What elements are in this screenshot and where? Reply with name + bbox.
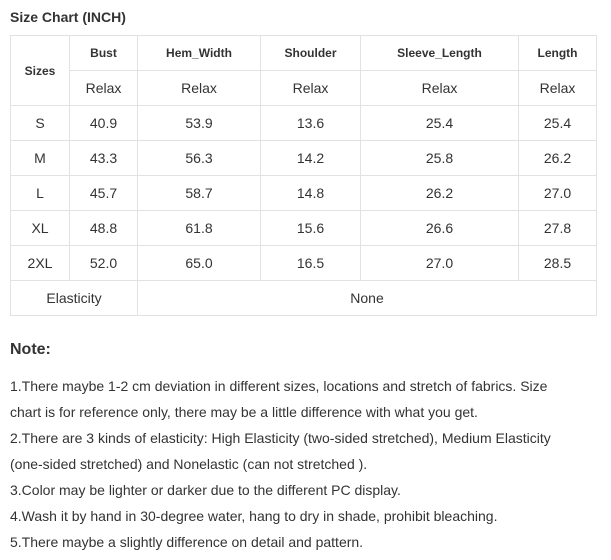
elasticity-label: Elasticity <box>11 281 138 316</box>
fit-cell: Relax <box>70 71 138 106</box>
sizes-header: Sizes <box>11 36 70 106</box>
table-cell: 27.8 <box>519 211 597 246</box>
fit-cell: Relax <box>261 71 361 106</box>
table-row <box>11 141 597 176</box>
table-cell: 40.9 <box>70 106 138 141</box>
table-cell: 26.6 <box>361 211 519 246</box>
fit-cell: Relax <box>138 71 261 106</box>
table-cell: 65.0 <box>138 246 261 281</box>
table-cell: 56.3 <box>138 141 261 176</box>
table-cell: 27.0 <box>519 176 597 211</box>
column-header-bust: Bust <box>70 36 138 71</box>
table-cell: 43.3 <box>70 141 138 176</box>
table-cell: 26.2 <box>519 141 597 176</box>
table-cell: 25.4 <box>361 106 519 141</box>
table-row <box>11 211 597 246</box>
note-list <box>10 373 600 555</box>
note-line: 5.There maybe a slightly difference on detail and pattern. <box>10 534 364 550</box>
size-label: 2XL <box>11 246 70 281</box>
table-cell: 14.2 <box>261 141 361 176</box>
note-line: (one-sided stretched) and Nonelastic (can not stretched ). <box>10 456 368 472</box>
column-header-length: Length <box>519 36 597 71</box>
fit-row <box>11 71 597 106</box>
table-cell: 28.5 <box>519 246 597 281</box>
elasticity-value: None <box>138 281 597 316</box>
table-cell: 61.8 <box>138 211 261 246</box>
size-label: S <box>11 106 70 141</box>
table-cell: 26.2 <box>361 176 519 211</box>
column-header-sleeve-length: Sleeve_Length <box>361 36 519 71</box>
table-cell: 14.8 <box>261 176 361 211</box>
table-row <box>11 246 597 281</box>
table-cell: 25.4 <box>519 106 597 141</box>
size-label: L <box>11 176 70 211</box>
note-line: 4.Wash it by hand in 30-degree water, hang to dry in shade, prohibit bleaching. <box>10 508 498 524</box>
table-row <box>11 106 597 141</box>
note-line: 3.Color may be lighter or darker due to the different PC display. <box>10 482 401 498</box>
size-chart-table <box>10 35 597 316</box>
fit-cell: Relax <box>361 71 519 106</box>
table-cell: 58.7 <box>138 176 261 211</box>
table-cell: 16.5 <box>261 246 361 281</box>
size-label: M <box>11 141 70 176</box>
fit-cell: Relax <box>519 71 597 106</box>
table-cell: 13.6 <box>261 106 361 141</box>
note-line: 1.There maybe 1-2 cm deviation in different sizes, locations and stretch of fabrics. Size <box>10 378 548 394</box>
table-cell: 48.8 <box>70 211 138 246</box>
column-header-hem-width: Hem_Width <box>138 36 261 71</box>
table-cell: 52.0 <box>70 246 138 281</box>
table-row <box>11 176 597 211</box>
table-cell: 27.0 <box>361 246 519 281</box>
column-header-shoulder: Shoulder <box>261 36 361 71</box>
note-line: chart is for reference only, there may be a little difference with what you get. <box>10 404 478 420</box>
table-cell: 25.8 <box>361 141 519 176</box>
table-cell: 15.6 <box>261 211 361 246</box>
header-row <box>11 36 597 71</box>
size-label: XL <box>11 211 70 246</box>
table-cell: 45.7 <box>70 176 138 211</box>
table-cell: 53.9 <box>138 106 261 141</box>
size-chart-title: Size Chart (INCH) <box>10 9 126 25</box>
note-title: Note: <box>10 341 51 358</box>
note-line: 2.There are 3 kinds of elasticity: High Elasticity (two-sided stretched), Medium Elasticity <box>10 430 551 446</box>
elasticity-row <box>11 281 597 316</box>
